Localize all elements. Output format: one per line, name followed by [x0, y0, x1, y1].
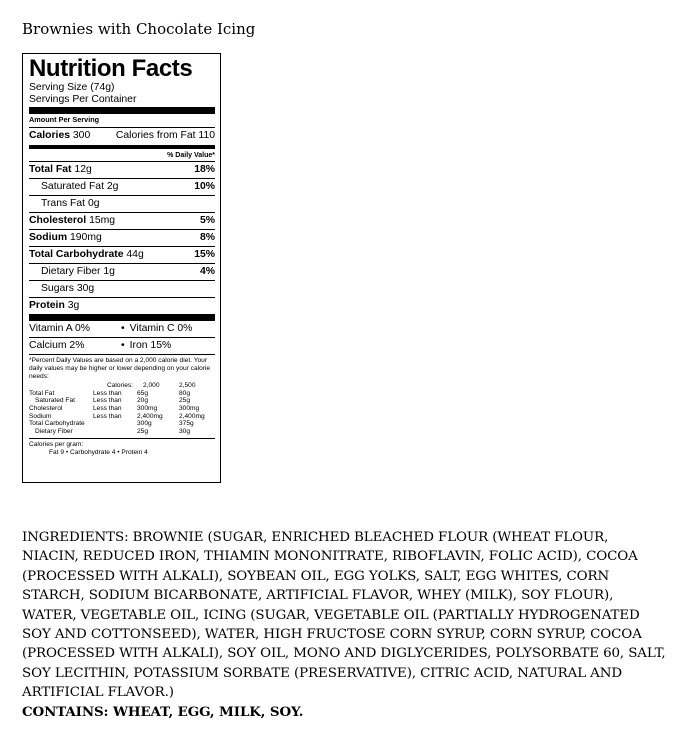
vitamin-row — [29, 337, 215, 354]
table-cell: 300mg — [137, 404, 158, 412]
nutrient-row-total-carbohydrate — [29, 246, 215, 263]
table-cell: Less than — [93, 412, 122, 420]
nutrient-dv: 10% — [194, 180, 215, 192]
table-cell: Total Carbohydrate — [29, 420, 85, 428]
calories-from-fat: Calories from Fat 110 — [115, 129, 215, 141]
table-cell: 30g — [179, 427, 191, 435]
medium-divider — [29, 145, 215, 149]
nutrient-cell — [29, 298, 79, 314]
thick-divider — [29, 107, 215, 114]
vitamin-right: Vitamin C 0% — [129, 322, 193, 334]
nutrient-cell — [41, 264, 115, 280]
nutrient-dv: 18% — [194, 163, 215, 175]
vitamin-row — [29, 321, 215, 337]
product-title: Brownies with Chocolate Icing — [22, 20, 256, 38]
nutrient-amount: 2g — [106, 180, 119, 192]
nutrient-cell — [29, 247, 144, 263]
nutrient-name: Trans Fat — [41, 197, 86, 209]
table-cell: 2,400mg — [179, 412, 205, 420]
daily-value-header: % Daily Value* — [167, 151, 215, 159]
nutrient-name: Protein — [29, 299, 65, 311]
servings-per-container: Servings Per Container — [29, 94, 137, 105]
thick-divider — [29, 314, 215, 321]
nutrient-row-cholesterol — [29, 212, 215, 229]
nutrient-dv: 8% — [199, 231, 215, 243]
calories-per-gram-values: Fat 9 • Carbohydrate 4 • Protein 4 — [49, 449, 148, 457]
table-cell: 80g — [179, 389, 191, 397]
nutrient-row-dietary-fiber — [29, 263, 215, 280]
table-cell — [93, 428, 137, 436]
nutrient-dv: 15% — [194, 248, 215, 260]
nutrient-dv: 4% — [199, 265, 215, 277]
nutrient-cell — [29, 162, 92, 178]
bullet: • — [121, 339, 125, 351]
table-cell: 300mg — [179, 404, 200, 412]
nutrient-cell — [41, 196, 100, 212]
table-cell: Cholesterol — [29, 404, 63, 412]
nutrient-amount: 44g — [126, 248, 144, 260]
nutrient-name: Cholesterol — [29, 214, 87, 226]
nutrient-amount: 12g — [74, 163, 92, 175]
table-cell: 300g — [137, 420, 152, 428]
nutrient-cell — [41, 179, 118, 195]
table-cell: 2,400mg — [137, 412, 163, 420]
nutrient-amount: 30g — [76, 282, 95, 294]
nutrient-row-protein — [29, 297, 215, 314]
daily-values-table — [29, 382, 215, 435]
table-cell: 25g — [179, 397, 191, 405]
nutrient-name: Sugars — [41, 282, 74, 294]
table-header-cell — [29, 382, 93, 390]
table-cell: Saturated Fat — [35, 397, 75, 405]
serving-size: Serving Size (74g) — [29, 82, 115, 93]
nutrient-amount: 190mg — [70, 231, 102, 243]
nutrient-row-sugars — [29, 280, 215, 297]
contains-allergens: CONTAINS: WHEAT, EGG, MILK, SOY. — [22, 703, 304, 720]
daily-values-footnote — [29, 354, 215, 435]
nutrient-cell — [29, 230, 102, 246]
nutrient-name: Total Carbohydrate — [29, 248, 124, 260]
nutrient-name: Saturated Fat — [41, 180, 104, 192]
calories-value: 300 — [72, 129, 91, 141]
nutrient-row-sodium — [29, 229, 215, 246]
table-cell: Less than — [93, 404, 122, 412]
table-cell: Total Fat — [29, 389, 55, 397]
nutrient-amount: 3g — [67, 299, 80, 311]
nutrient-cell — [41, 281, 94, 297]
vitamin-right: Iron 15% — [129, 339, 172, 351]
table-cell: 375g — [179, 420, 194, 428]
calories-row — [29, 127, 215, 144]
nutrient-dv: 5% — [199, 214, 215, 226]
table-cell: 65g — [137, 389, 149, 397]
table-header-cell: Calories: — [107, 382, 134, 390]
calories-per-gram — [29, 438, 215, 457]
vitamin-left: Vitamin A 0% — [29, 322, 91, 334]
nutrient-row-trans-fat — [29, 195, 215, 212]
nutrition-facts-heading: Nutrition Facts — [29, 55, 193, 82]
nutrient-amount: 1g — [103, 265, 115, 277]
nutrient-cell — [29, 213, 115, 229]
nutrient-amount: 15mg — [89, 214, 116, 226]
ingredients-text: INGREDIENTS: BROWNIE (SUGAR, ENRICHED BLEACHED FLOUR (WHEAT FLOUR, NIACIN, REDUCED IRON, THIAMIN MONONITRATE, RIBOFLAVIN, FOLIC ACID), COCOA (PROCESSED WITH ALKALI), SOYBEAN OIL, EGG YOLKS, SALT, EGG WHITES, CORN STARCH, SODIUM BICARBONATE, ARTIFICIAL FLAVOR, WHEY (MILK), SOY FLOUR), WATER, VEGETABLE OIL, ICING (SUGAR, VEGETABLE OIL (PARTIALLY HYDROGENATED SOY AND COTTONSEED), WATER, HIGH FRUCTOSE CORN SYRUP, CORN SYRUP, COCOA (PROCESSED WITH ALKALI), SOY OIL, MONO AND DIGLYCERIDES, POLYSORBATE 60, SALT, SOY LECITHIN, POTASSIUM SORBATE (PRESERVATIVE), CITRIC ACID, NATURAL AND ARTIFICIAL FLAVOR.) — [22, 530, 666, 701]
table-cell: 25g — [137, 427, 149, 435]
table-cell: 20g — [137, 397, 149, 405]
nutrient-name: Total Fat — [29, 163, 72, 175]
bullet: • — [121, 322, 125, 334]
calories-per-gram-label: Calories per gram: — [29, 441, 84, 449]
calories-cell — [29, 128, 90, 144]
nutrient-row-saturated-fat — [29, 178, 215, 195]
table-header-cell: 2,000 — [143, 382, 160, 390]
nutrient-row-total-fat — [29, 161, 215, 178]
footnote-text: *Percent Daily Values are based on a 2,000 calorie diet. Your daily values may be higher or lower depending on your calorie needs: — [29, 356, 211, 381]
table-cell: Dietary Fiber — [35, 427, 73, 435]
nutrient-name: Dietary Fiber — [41, 265, 101, 277]
table-header-cell: 2,500 — [179, 382, 196, 390]
table-cell: Less than — [93, 389, 122, 397]
amount-per-serving: Amount Per Serving — [29, 115, 100, 124]
table-cell — [93, 420, 137, 428]
vitamin-left: Calcium 2% — [29, 339, 85, 351]
table-cell: Less than — [93, 397, 122, 405]
nutrient-amount: 0g — [87, 197, 100, 209]
ingredients-block — [22, 528, 667, 722]
calories-label: Calories — [29, 129, 71, 141]
nutrition-facts-label — [22, 53, 221, 483]
table-cell: Sodium — [29, 412, 52, 420]
nutrient-name: Sodium — [29, 231, 68, 243]
